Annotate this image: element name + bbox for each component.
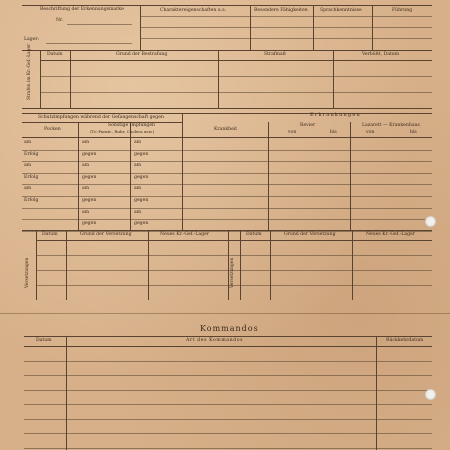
kommando-row-rule (24, 404, 432, 405)
revier-header: Revier (300, 123, 316, 128)
strafen-datum-header: Datum (47, 52, 63, 57)
impfung-cell-c2: am (82, 186, 90, 192)
vers-grund-header-1: Grund der Versetzung (80, 232, 132, 237)
impfung-cell-c3: am (134, 140, 142, 145)
lazarett-bis: bis (410, 130, 417, 135)
impfung-cell-c3: am (134, 186, 142, 192)
rule (22, 108, 432, 109)
rule (22, 122, 182, 123)
impfung-row-rule (22, 196, 432, 197)
impfung-cell-c2: gegen (82, 174, 97, 180)
vers-grund-header-2: Grund der Versetzung (284, 232, 336, 237)
sonstige-sub-header: (Tr.-Paratr., Ruhr, Cholera usw.) (90, 129, 155, 134)
rule (22, 50, 432, 51)
kommando-row-rule (24, 375, 432, 376)
impfung-cell-label: am (24, 163, 32, 169)
impfung-cell-c2: am (82, 163, 90, 169)
impfung-cell-c3: gegen (134, 221, 149, 227)
strafen-side-label: Strafen im Kr.-Gef.-Lager (27, 43, 32, 100)
strafen-verbuesst-header: Verbüßt, Datum (362, 52, 400, 57)
rule (40, 50, 41, 108)
rule (70, 50, 71, 108)
lager-line (46, 43, 132, 44)
impfung-cell-c3: am (134, 209, 142, 215)
rule (40, 92, 432, 93)
kommandos-art-header: Art des Kommandos (186, 338, 244, 343)
rule (268, 122, 269, 230)
rule (40, 60, 432, 61)
rule (130, 122, 131, 230)
rule (182, 113, 183, 230)
erkrankungen-title: Erkrankungen (310, 112, 361, 118)
impfung-cell-c2: am (82, 209, 90, 215)
impfung-cell-c2: gegen (82, 198, 97, 203)
impfung-cell-label: Erfolg (24, 151, 39, 157)
impfung-cell-label: am (24, 140, 32, 145)
revier-von: von (288, 130, 297, 135)
strafen-grund-header: Grund der Bestrafung (116, 52, 168, 57)
kommando-row-rule (24, 419, 432, 420)
impfung-cell-c2: am (82, 140, 90, 145)
rule (333, 50, 334, 108)
pocken-header: Pocken (44, 127, 61, 132)
vers-datum-header-2: Datum (246, 232, 262, 237)
vers-neues-header-2: Neues Kr.-Gef.-Lager (366, 232, 415, 237)
kommandos-datum-header: Datum (36, 338, 52, 343)
kommandos-rueckkehr-header: Rückkehrdatum (386, 338, 424, 343)
rule (140, 27, 432, 28)
impfung-row-rule (22, 161, 432, 162)
rule (24, 336, 432, 337)
faehigkeiten-header: Besondere Fähigkeiten (254, 8, 308, 13)
versetzungen-side-label-2: Versetzungen (230, 257, 235, 288)
kommando-row-rule (24, 448, 432, 449)
rule (22, 5, 432, 6)
rule (36, 255, 432, 256)
strafen-strafmass-header: Strafmaß (264, 52, 286, 57)
impfung-cell-c2: gegen (82, 221, 97, 227)
rule (22, 137, 432, 138)
erkennungsmarke-label: Beschriftung der Erkennungsmarke (40, 7, 124, 12)
fuehrung-header: Führung (392, 8, 413, 13)
lazarett-von: von (366, 130, 375, 135)
impfung-cell-label: Erfolg (24, 174, 39, 180)
impfung-row-rule (22, 150, 432, 151)
punch-hole (425, 216, 436, 227)
impfung-row-rule (22, 173, 432, 174)
vers-neues-header-1: Neues Kr.-Gef.-Lager (160, 232, 209, 237)
rule (22, 113, 432, 114)
punch-hole (425, 389, 436, 400)
impfung-cell-c2: gegen (82, 151, 97, 157)
kommandos-title: Kommandos (200, 324, 259, 333)
impfungen-title: Schutzimpfungen während der Gefangenschaft gegen (38, 115, 164, 120)
rule (140, 38, 432, 39)
charakter-header: Charaktereigenschaften u.s. (160, 8, 227, 13)
rule (40, 76, 432, 77)
kommando-row-rule (24, 390, 432, 391)
impfung-cell-c3: gegen (134, 198, 149, 203)
impfung-row-rule (22, 184, 432, 185)
impfung-row-rule (22, 219, 432, 220)
impfung-row-rule (22, 208, 432, 209)
nr-label: Nr. (56, 18, 64, 23)
impfung-cell-c3: am (134, 163, 142, 169)
vers-datum-header-1: Datum (42, 232, 58, 237)
rule (350, 122, 351, 230)
kommando-row-rule (24, 433, 432, 434)
rule (22, 230, 432, 231)
lazarett-header: Lazarett — Krankenhaus (362, 123, 420, 128)
kommando-row-rule (24, 361, 432, 362)
revier-bis: bis (330, 130, 337, 135)
impfung-cell-c3: gegen (134, 151, 149, 157)
lager-label: Lager: (24, 37, 40, 42)
krankheit-header: Krankheit (214, 127, 238, 132)
fold-line (0, 313, 450, 314)
rule (78, 122, 79, 230)
sprachkenntnisse-header: Sprachkenntnisse (320, 8, 362, 13)
nr-line (67, 24, 132, 25)
impfung-cell-label: am (24, 186, 32, 192)
rule (218, 50, 219, 108)
impfung-cell-c3: gegen (134, 174, 149, 180)
rule (36, 240, 432, 241)
rule (24, 346, 432, 347)
rule (140, 16, 432, 17)
sonstige-header: Sonstige Impfungen (108, 123, 156, 128)
versetzungen-side-label-1: Versetzungen (25, 257, 30, 288)
impfung-cell-label: Erfolg (24, 198, 39, 203)
